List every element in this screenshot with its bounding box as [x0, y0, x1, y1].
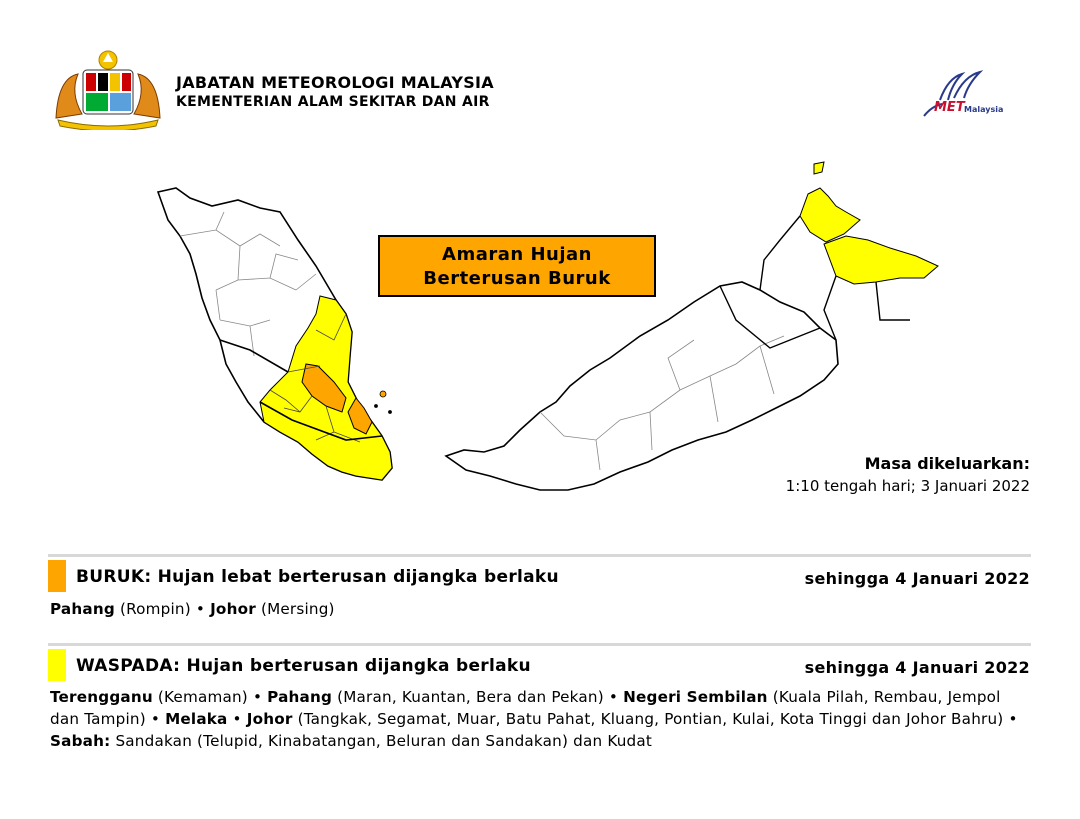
buruk-level: BURUK:	[76, 567, 152, 587]
area-state: Johor	[210, 600, 256, 618]
area-state: Johor	[246, 710, 293, 728]
area-state: Sabah:	[50, 732, 111, 750]
warning-title-line2: Berterusan Buruk	[423, 268, 611, 289]
area-state: Melaka	[165, 710, 228, 728]
waspada-heading	[76, 656, 531, 676]
logo-malaysia-text: Malaysia	[964, 105, 1004, 114]
divider	[48, 554, 1031, 557]
waspada-until: sehingga 4 Januari 2022	[804, 658, 1030, 677]
waspada-color-swatch	[48, 649, 66, 681]
buruk-title: Hujan lebat berterusan dijangka berlaku	[157, 567, 559, 587]
waspada-region-sabah-sandakan	[824, 236, 938, 284]
area-state: Pahang	[267, 688, 333, 706]
divider	[48, 643, 1031, 646]
agency-name: JABATAN METEOROLOGI MALAYSIA	[176, 73, 494, 92]
area-districts: (Kemaman)	[157, 688, 248, 706]
buruk-color-swatch	[48, 560, 66, 592]
warning-title-line1: Amaran Hujan	[442, 244, 592, 265]
met-malaysia-logo	[918, 66, 1030, 126]
waspada-areas: Terengganu (Kemaman) • Pahang (Maran, Kuantan, Bera dan Pekan) • Negeri Sembilan (Kuala Pilah, Rembau, Jempol dan Tampin) • Melaka • Johor (Tangkak, Segamat, Muar, Batu Pahat, Kluang, Pontian, Kulai, Kota Tinggi dan Johor Bahru) • Sabah: Sandakan (Telupid, Kinabatangan, Beluran dan Sandakan) dan Kudat	[50, 688, 1018, 750]
area-districts: (Kuala Pilah, Rembau, Jempol dan Tampin)	[50, 688, 1001, 728]
area-districts: (Rompin)	[119, 600, 191, 618]
buruk-heading	[76, 567, 559, 587]
area-state: Pahang	[50, 600, 115, 618]
area-districts: (Mersing)	[260, 600, 335, 618]
area-state: Negeri Sembilan	[623, 688, 768, 706]
borneo-malaysia	[446, 162, 938, 490]
malaysia-coat-of-arms-icon	[48, 48, 168, 130]
malaysia-warning-map	[120, 150, 960, 500]
ministry-name: KEMENTERIAN ALAM SEKITAR DAN AIR	[176, 94, 490, 110]
peninsular-malaysia	[158, 188, 392, 480]
logo-met-text: MET	[934, 100, 965, 115]
waspada-level: WASPADA:	[76, 656, 181, 676]
sarawak-outline	[446, 282, 838, 490]
met-swoosh-icon	[918, 66, 1030, 126]
area-districts: (Tangkak, Segamat, Muar, Batu Pahat, Kluang, Pontian, Kulai, Kota Tinggi dan Johor Bahru)	[297, 710, 1004, 728]
issued-label: Masa dikeluarkan:	[864, 454, 1030, 473]
warning-title-box	[378, 235, 656, 297]
area-districts: (Maran, Kuantan, Bera dan Pekan)	[337, 688, 604, 706]
area-districts: Sandakan (Telupid, Kinabatangan, Beluran dan Sandakan) dan Kudat	[115, 732, 653, 750]
area-state: Terengganu	[50, 688, 153, 706]
issued-time: 1:10 tengah hari; 3 Januari 2022	[785, 477, 1030, 495]
buruk-until: sehingga 4 Januari 2022	[804, 569, 1030, 588]
buruk-areas: Pahang (Rompin) • Johor (Mersing)	[50, 600, 335, 618]
waspada-title: Hujan berterusan dijangka berlaku	[186, 656, 531, 676]
waspada-region-sabah-kudat	[800, 188, 860, 242]
